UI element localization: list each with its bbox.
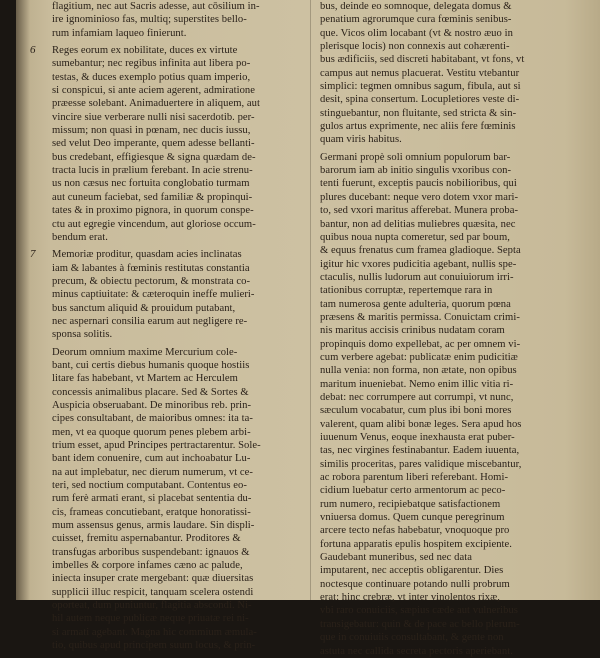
text-line: tates & in proximo pignora, in quorum conspe-	[52, 205, 254, 217]
text-line: astuta nec callida secreta pectoris aperiebant.	[320, 645, 513, 657]
text-line: ire ignominioso fas, multiq; superstites bello-	[52, 14, 247, 26]
text-line: præsens & maritis permissa. Conuictam crimi-	[320, 311, 520, 323]
text-line: igitur hic vxores pudicitia agebant, nullis spe-	[320, 258, 517, 270]
text-line: testas, & duces exemplo potius quam imperio,	[52, 71, 251, 83]
left-column	[30, 0, 288, 653]
text-line: Reges eorum ex nobilitate, duces ex virtute	[52, 45, 238, 57]
text-line: oporteat, dum puniuntur, flagitia abscondi. Ni-	[52, 600, 252, 612]
text-line: vniuersa domus. Quem cunque peregrinum	[320, 512, 505, 524]
text-line: Germani propè soli omnium populorum bar-	[320, 151, 511, 163]
text-line: similis proceritas, pares validique miscebantur,	[320, 458, 522, 470]
text-line: bus sanctum aliquid & prouidum putabant,	[52, 302, 236, 314]
paragraph	[52, 0, 288, 40]
text-line: minus captiuitate: & cæteroquin ineffe mulieri-	[52, 289, 255, 301]
text-line: na aut implebatur, nec dierum numerum, vt ce-	[52, 466, 253, 478]
text-line: bant, cui certis diebus humanis quoque hostiis	[52, 359, 250, 371]
text-line: fortuna apparatis epulis hospitem excipiente.	[320, 538, 512, 550]
text-line: aut cuneum faciebat, sed familiæ & propinqui-	[52, 191, 253, 203]
text-line: vincire siue verberare nulli nisi sacerdotib. per-	[52, 111, 255, 123]
text-line: penatium agrorumque cura fœminis senibus-	[320, 14, 512, 26]
text-line: præesse solebant. Animaduertere in aliquem, aut	[52, 98, 260, 110]
text-line: Deorum omnium maxime Mercurium cole-	[52, 346, 238, 358]
text-line: bus, deinde eo somnoque, delegata domus &	[320, 1, 512, 12]
text-line: nec aspernari consilia earum aut negligere re-	[52, 315, 248, 327]
paragraph	[52, 346, 288, 653]
text-line: concessis animalibus placare. Sed & Sortes &	[52, 386, 249, 398]
text-line: flagitium, nec aut Sacris adesse, aut cōsilium in-	[52, 1, 260, 12]
text-line: rum numero, recipiebatque satisfactionem	[320, 498, 501, 510]
text-line: iam & labantes à fœminis restitutas constantia	[52, 262, 250, 274]
text-line: cis, frameas concutiebant, eratque honoratissi-	[52, 506, 251, 518]
text-line: gulos artus exprimente, nec aliis fere fœminis	[320, 121, 516, 133]
text-line: imputarent, nec acceptis obligarentur. Dies	[320, 565, 504, 577]
text-line: bantur, non ad delitias muliebres quæsita, nec	[320, 218, 516, 230]
text-line: precum, & obiectu pectorum, & monstrata co-	[52, 275, 251, 287]
text-line: Memoriæ proditur, quasdam acies inclinatas	[52, 249, 242, 261]
column-divider	[310, 0, 311, 600]
text-line: tas, nec virgines festinabantur. Eadem iuuenta,	[320, 445, 520, 457]
text-line: Auspicia obseruabant. De minoribus reb. prin-	[52, 399, 252, 411]
paragraph	[320, 0, 568, 147]
text-line: iuuenum Venus, eoque inexhausta erat puber-	[320, 432, 515, 443]
text-line: desit, spina consertum. Locupletiores veste di-	[320, 94, 520, 106]
paragraph	[30, 44, 288, 244]
text-line: bant idem conuenire, cum aut inchoabatur Lu-	[52, 453, 251, 465]
text-line: bus credebant, effigiesque & signa quædam de-	[52, 151, 256, 163]
text-line: si armati agebant. Magna hic commium æmula-	[52, 626, 257, 638]
text-line: quibus noua nupta comeretur, sed par boum,	[320, 231, 510, 243]
text-line: iniecta insuper crate mergebant: quæ diuersitas	[52, 573, 254, 585]
text-line: hil autem neque publicæ neque priuatæ rei ni-	[52, 613, 249, 625]
text-line: ac robora parentum liberi referebant. Homi-	[320, 472, 509, 484]
text-line: cipes consultabant, de maioribus omnes: ita ta-	[52, 413, 253, 425]
text-line: ctaculis, nullis ludorum aut conuiuiorum irri-	[320, 271, 514, 283]
text-line: bendum erat.	[52, 231, 108, 243]
text-line: cidium luebatur certo armentorum ac peco-	[320, 485, 506, 497]
text-line: arcere tecto nefas habebatur, vnoquoque pro	[320, 525, 510, 537]
text-line: plerisque locis) non connexis aut cohærenti-	[320, 41, 510, 53]
text-line: quam viris habitus.	[320, 134, 402, 146]
text-line: valerent, quam alibi bonæ leges. Sera apud hos	[320, 418, 522, 430]
text-line: simplici: tegmen omnibus sagum, fibula, aut si	[320, 81, 521, 93]
text-line: tam numerosa gente adulteria, quorum pœna	[320, 298, 511, 310]
text-line: ctu aut egregie vincendum, aut gloriose occum-	[52, 218, 256, 230]
text-line: rum ferè armati erant, si placebat sententia du-	[52, 493, 252, 505]
text-line: nis maritus accisis crinibus nudatam coram	[320, 325, 505, 337]
text-line: nulla venia: non forma, non ætate, non opibus	[320, 365, 517, 377]
text-line: tenti fuerunt, exceptis paucis nobilioribus, qui	[320, 178, 517, 190]
book-page	[16, 0, 600, 657]
text-line: sed velut Deo imperante, quem adesse bellanti-	[52, 138, 255, 150]
text-line: stinguebantur, non fluitante, sed stricta & sin-	[320, 107, 517, 119]
text-line: us non cæsus nec fortuita conglobatio turmam	[52, 178, 250, 190]
text-line: noctesque continuare potando nulli probrum	[320, 578, 510, 590]
text-line: missum; non quasi in pœnam, nec ducis iussu,	[52, 125, 251, 137]
text-line: mum assensus genus, armis laudare. Sin displi-	[52, 520, 255, 532]
text-line: cuisset, fremitu aspernabantur. Proditores &	[52, 533, 241, 545]
text-line: imbelles & corpore infames cæno ac palude,	[52, 560, 243, 572]
text-line: campus aut nemus placuerat. Vestitu vtebantur	[320, 67, 520, 79]
right-column	[320, 0, 568, 658]
text-line: trium esset, apud Principes pertractarentur. Sole-	[52, 440, 261, 451]
paragraph	[320, 151, 568, 658]
text-line: sponsa solitis.	[52, 329, 113, 341]
text-line: vbi raro conuiciis, sæpius cæde aut vulneribus	[320, 605, 518, 617]
text-line: sæculum vocabatur, cum plus ibi boni mores	[320, 405, 512, 417]
text-line: litare fas habebant, vt Martem ac Herculem	[52, 373, 238, 385]
text-line: debat: nec corrumpere aut corrumpi, vt nunc,	[320, 391, 514, 403]
text-line: propinquis domo expellebat, ac per omnem vi-	[320, 338, 521, 350]
text-line: & equus frenatus cum framea gladioque. Septa	[320, 245, 521, 257]
text-line: men, vt ea quoque quorum penes plebem arbi-	[52, 426, 251, 438]
text-line: Gaudebant muneribus, sed nec data	[320, 552, 472, 564]
text-line: to, sed vxori maritus afferebat. Munera proba-	[320, 205, 519, 217]
text-line: tio, quibus apud principem suum locus, & prin-	[52, 640, 256, 652]
text-line: teri, sed noctium computabant. Contentus eo-	[52, 480, 247, 492]
text-line: transigebatur: quin & de pace ac bello plerum-	[320, 618, 520, 630]
text-line: transfugas arboribus suspendebant: ignauos &	[52, 546, 250, 558]
marginal-number: 7	[30, 248, 36, 261]
text-line: tationibus corruptæ, repertemque rara in	[320, 285, 493, 297]
text-line: si conspicui, si ante aciem agerent, admiratione	[52, 85, 256, 97]
text-line: rum infamiam laqueo finierunt.	[52, 27, 187, 39]
text-line: maritum inueniebat. Nemo enim illic vitia ri-	[320, 378, 514, 390]
gutter-shadow	[16, 0, 30, 600]
text-line: tracta lucis in prælium ferebant. In acie strenu-	[52, 165, 253, 177]
marginal-number: 6	[30, 44, 36, 57]
text-line: cum verbere agebat: publicatæ enim pudicitiæ	[320, 351, 518, 363]
text-line: bus ædificiis, sed discreti habitabant, vt fons, vt	[320, 54, 525, 66]
text-line: sumebantur; nec regibus infinita aut libera po-	[52, 58, 251, 70]
text-line: erat: hinc crebræ, vt inter vinolentos rixæ,	[320, 592, 500, 604]
text-line: que. Vicos olim locabant (vt & nostro æuo in	[320, 27, 513, 39]
text-line: que in conuiuiis consultabant, & gente non	[320, 632, 504, 644]
text-line: barorum iam ab initio singulis vxoribus con-	[320, 165, 512, 177]
paragraph	[30, 248, 288, 341]
text-line: supplicii illuc respicit, tanquam scelera ostendi	[52, 586, 254, 598]
text-line: plures ducebant: neque vero dotem vxor mari-	[320, 191, 519, 203]
